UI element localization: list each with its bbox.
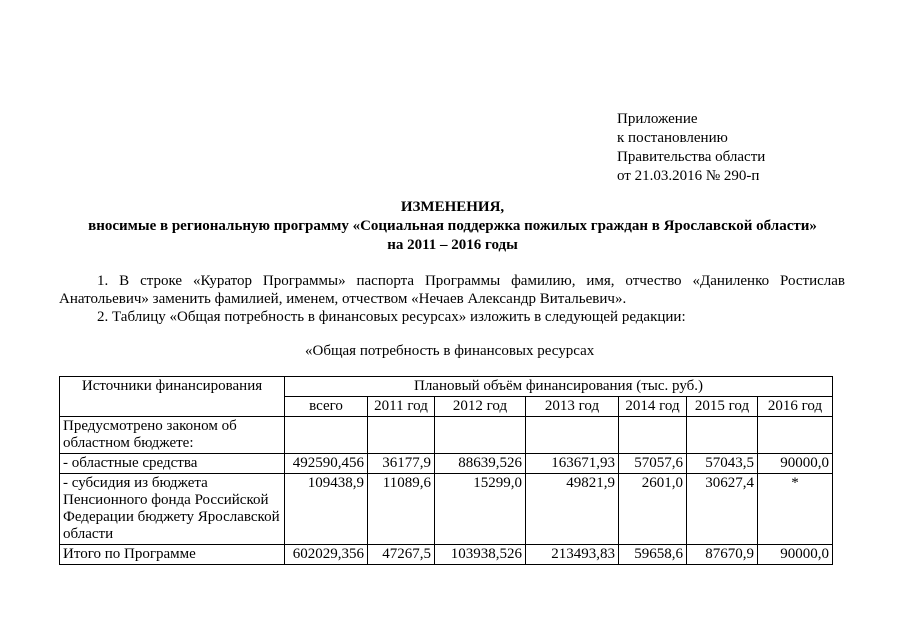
header-year: 2013 год xyxy=(526,397,619,417)
table-caption: «Общая потребность в финансовых ресурсах xyxy=(305,343,595,359)
row-label: - субсидия из бюджета Пенсионного фонда Российской Федерации бюджету Ярославской области xyxy=(60,474,285,545)
cell: 2601,0 xyxy=(619,474,687,545)
cell: 103938,526 xyxy=(435,545,526,565)
title-line-2: вносимые в региональную программу «Социальная поддержка пожилых граждан в Ярославской области» xyxy=(88,218,817,234)
appendix-line: Приложение xyxy=(617,111,698,127)
row-label: - областные средства xyxy=(60,454,285,474)
table-row xyxy=(60,417,833,454)
header-year: 2016 год xyxy=(758,397,833,417)
cell: 30627,4 xyxy=(687,474,758,545)
cell xyxy=(368,417,435,454)
cell: 49821,9 xyxy=(526,474,619,545)
appendix-line: к постановлению xyxy=(617,130,728,146)
table-row xyxy=(60,454,833,474)
cell: 602029,356 xyxy=(285,545,368,565)
header-year: всего xyxy=(285,397,368,417)
cell: 109438,9 xyxy=(285,474,368,545)
appendix-line: от 21.03.2016 № 290-п xyxy=(617,168,760,184)
table-row xyxy=(60,545,833,565)
header-source: Источники финансирования xyxy=(60,377,285,417)
cell xyxy=(758,417,833,454)
cell: 59658,6 xyxy=(619,545,687,565)
cell: 15299,0 xyxy=(435,474,526,545)
cell: 36177,9 xyxy=(368,454,435,474)
cell xyxy=(526,417,619,454)
header-year: 2012 год xyxy=(435,397,526,417)
cell: 163671,93 xyxy=(526,454,619,474)
cell: 11089,6 xyxy=(368,474,435,545)
paragraph-1-line-2: Анатольевич» заменить фамилией, именем, отчеством «Нечаев Александр Витальевич». xyxy=(59,291,627,307)
header-year: 2015 год xyxy=(687,397,758,417)
table-row xyxy=(60,474,833,545)
appendix-line: Правительства области xyxy=(617,149,766,165)
cell xyxy=(619,417,687,454)
header-year: 2011 год xyxy=(368,397,435,417)
cell: 492590,456 xyxy=(285,454,368,474)
cell: 90000,0 xyxy=(758,545,833,565)
header-year: 2014 год xyxy=(619,397,687,417)
cell: * xyxy=(758,474,833,545)
title-line-1: ИЗМЕНЕНИЯ, xyxy=(400,199,505,215)
paragraph-2: 2. Таблицу «Общая потребность в финансовых ресурсах» изложить в следующей редакции: xyxy=(97,309,686,325)
cell: 47267,5 xyxy=(368,545,435,565)
cell: 213493,83 xyxy=(526,545,619,565)
cell xyxy=(435,417,526,454)
cell: 57043,5 xyxy=(687,454,758,474)
document-title xyxy=(0,198,905,255)
row-label: Итого по Программе xyxy=(60,545,285,565)
header-plan: Плановый объём финансирования (тыс. руб.) xyxy=(285,377,833,397)
appendix-block xyxy=(617,110,765,186)
paragraph-1 xyxy=(59,272,845,308)
paragraph-1-line-1: 1. В строке «Куратор Программы» паспорта Программы фамилию, имя, отчество «Даниленко Ростислав xyxy=(97,273,845,289)
financing-table xyxy=(59,376,833,565)
cell: 87670,9 xyxy=(687,545,758,565)
table-header-row xyxy=(60,377,833,397)
cell xyxy=(285,417,368,454)
cell: 90000,0 xyxy=(758,454,833,474)
title-line-3: на 2011 – 2016 годы xyxy=(387,237,518,253)
cell: 57057,6 xyxy=(619,454,687,474)
cell xyxy=(687,417,758,454)
row-label: Предусмотрено законом об областном бюджете: xyxy=(60,417,285,454)
cell: 88639,526 xyxy=(435,454,526,474)
